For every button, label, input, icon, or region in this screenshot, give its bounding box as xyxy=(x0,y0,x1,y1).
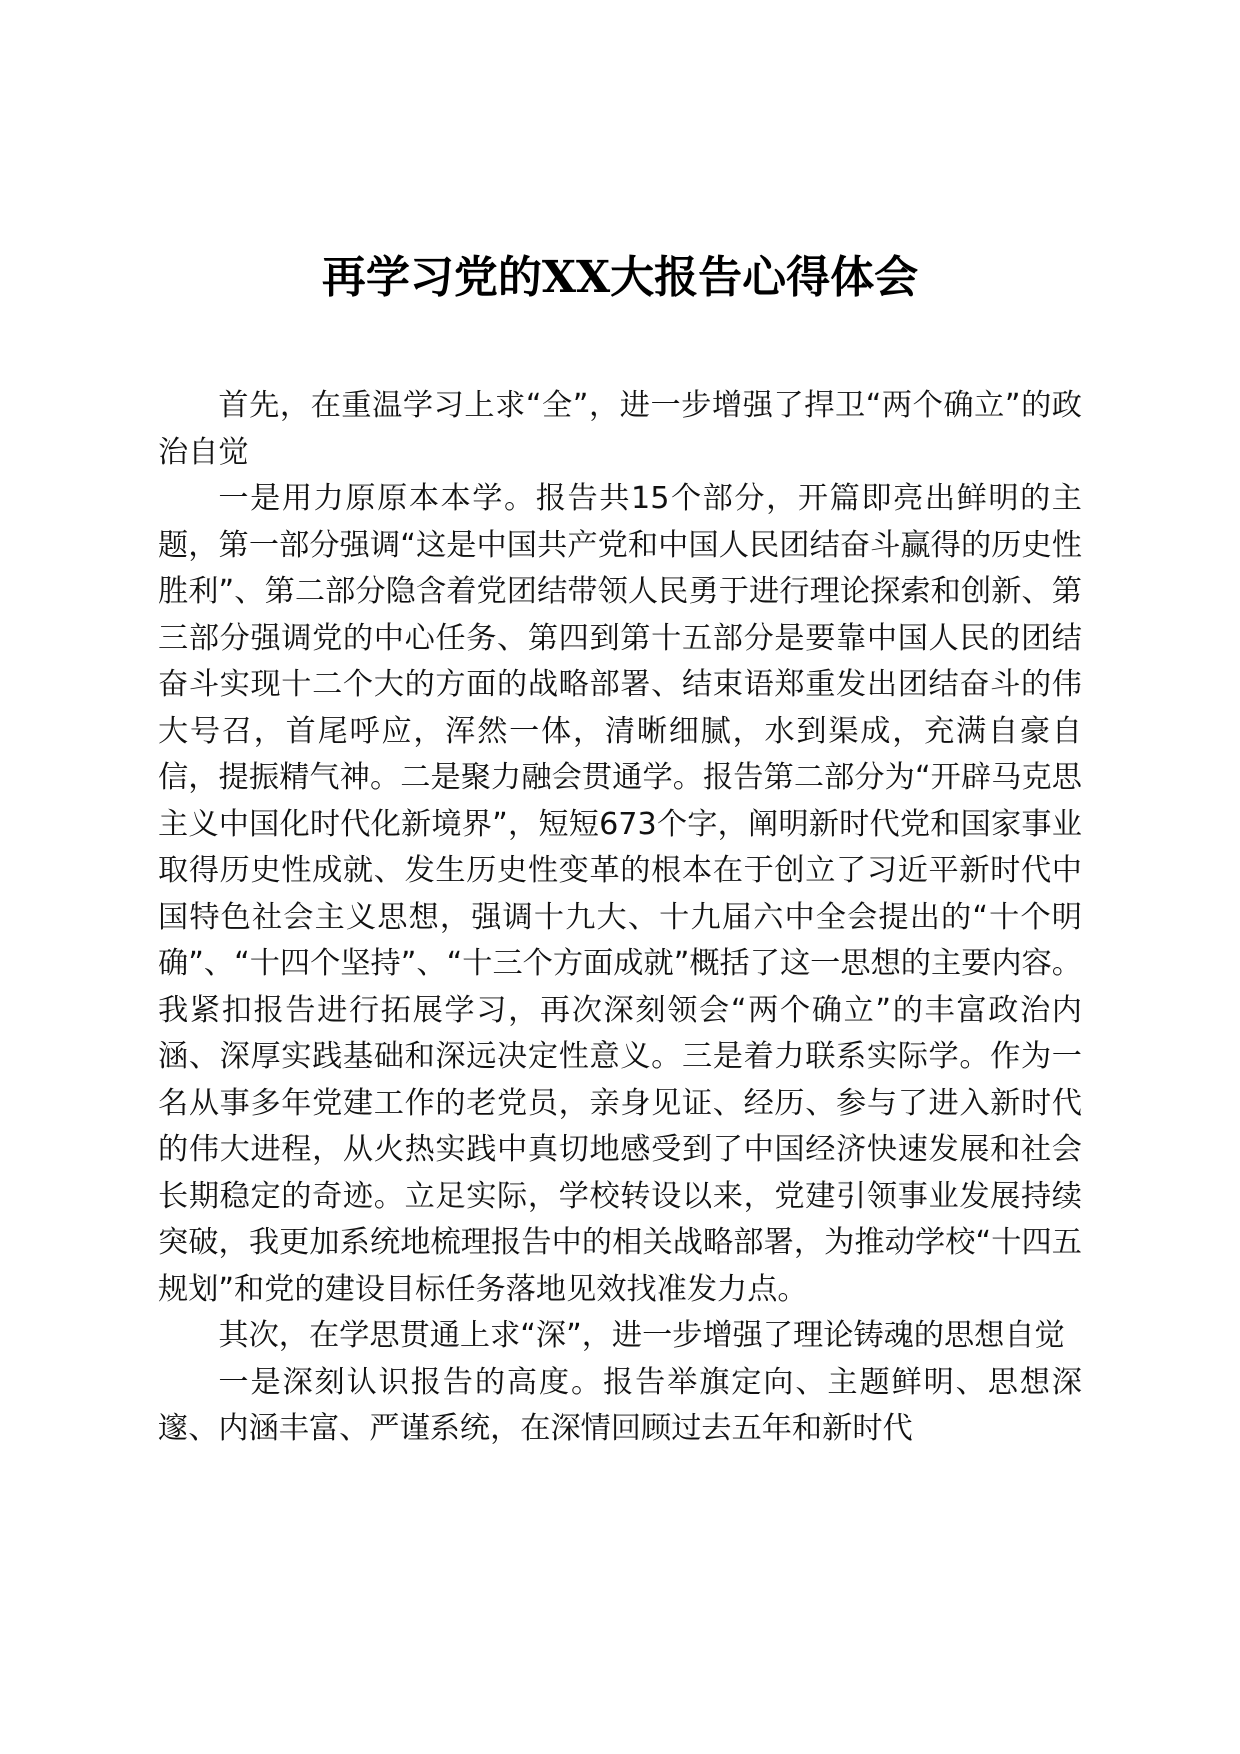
paragraph-4: 一是深刻认识报告的高度。报告举旗定向、主题鲜明、思想深邃、内涵丰富、严谨系统，在深情回顾过去五年和新时代 xyxy=(158,1364,1082,1446)
paragraph-1: 首先，在重温学习上求“全”，进一步增强了捍卫“两个确立”的政治自觉 xyxy=(158,388,1082,470)
document-title: 再学习党的XX大报告心得体会 xyxy=(321,252,919,303)
document-body xyxy=(158,383,1082,1453)
paragraph-3: 其次，在学思贯通上求“深”，进一步增强了理论铸魂的思想自觉 xyxy=(218,1318,1065,1353)
paragraph-2: 一是用力原原本本学。报告共15个部分，开篇即亮出鲜明的主题，第一部分强调“这是中国共产党和中国人民团结奋斗赢得的历史性胜利”、第二部分隐含着党团结带领人民勇于进行理论探索和创新、第三部分强调党的中心任务、第四到第十五部分是要靠中国人民的团结奋斗实现十二个大的方面的战略部署、结束语郑重发出团结奋斗的伟大号召，首尾呼应，浑然一体，清晰细腻，水到渠成，充满自豪自信，提振精气神。二是聚力融会贯通学。报告第二部分为“开辟马克思主义中国化时代化新境界”，短短673个字，阐明新时代党和国家事业取得历史性成就、发生历史性变革的根本在于创立了习近平新时代中国特色社会主义思想，强调十九大、十九届六中全会提出的“十个明确”、“十四个坚持”、“十三个方面成就”概括了这一思想的主要内容。我紧扣报告进行拓展学习，再次深刻领会“两个确立”的丰富政治内涵、深厚实践基础和深远决定性意义。三是着力联系实际学。作为一名从事多年党建工作的老党员，亲身见证、经历、参与了进入新时代的伟大进程，从火热实践中真切地感受到了中国经济快速发展和社会长期稳定的奇迹。立足实际，学校转设以来，党建引领事业发展持续突破，我更加系统地梳理报告中的相关战略部署，为推动学校“十四五规划”和党的建设目标任务落地见效找准发力点。 xyxy=(158,481,1082,1307)
